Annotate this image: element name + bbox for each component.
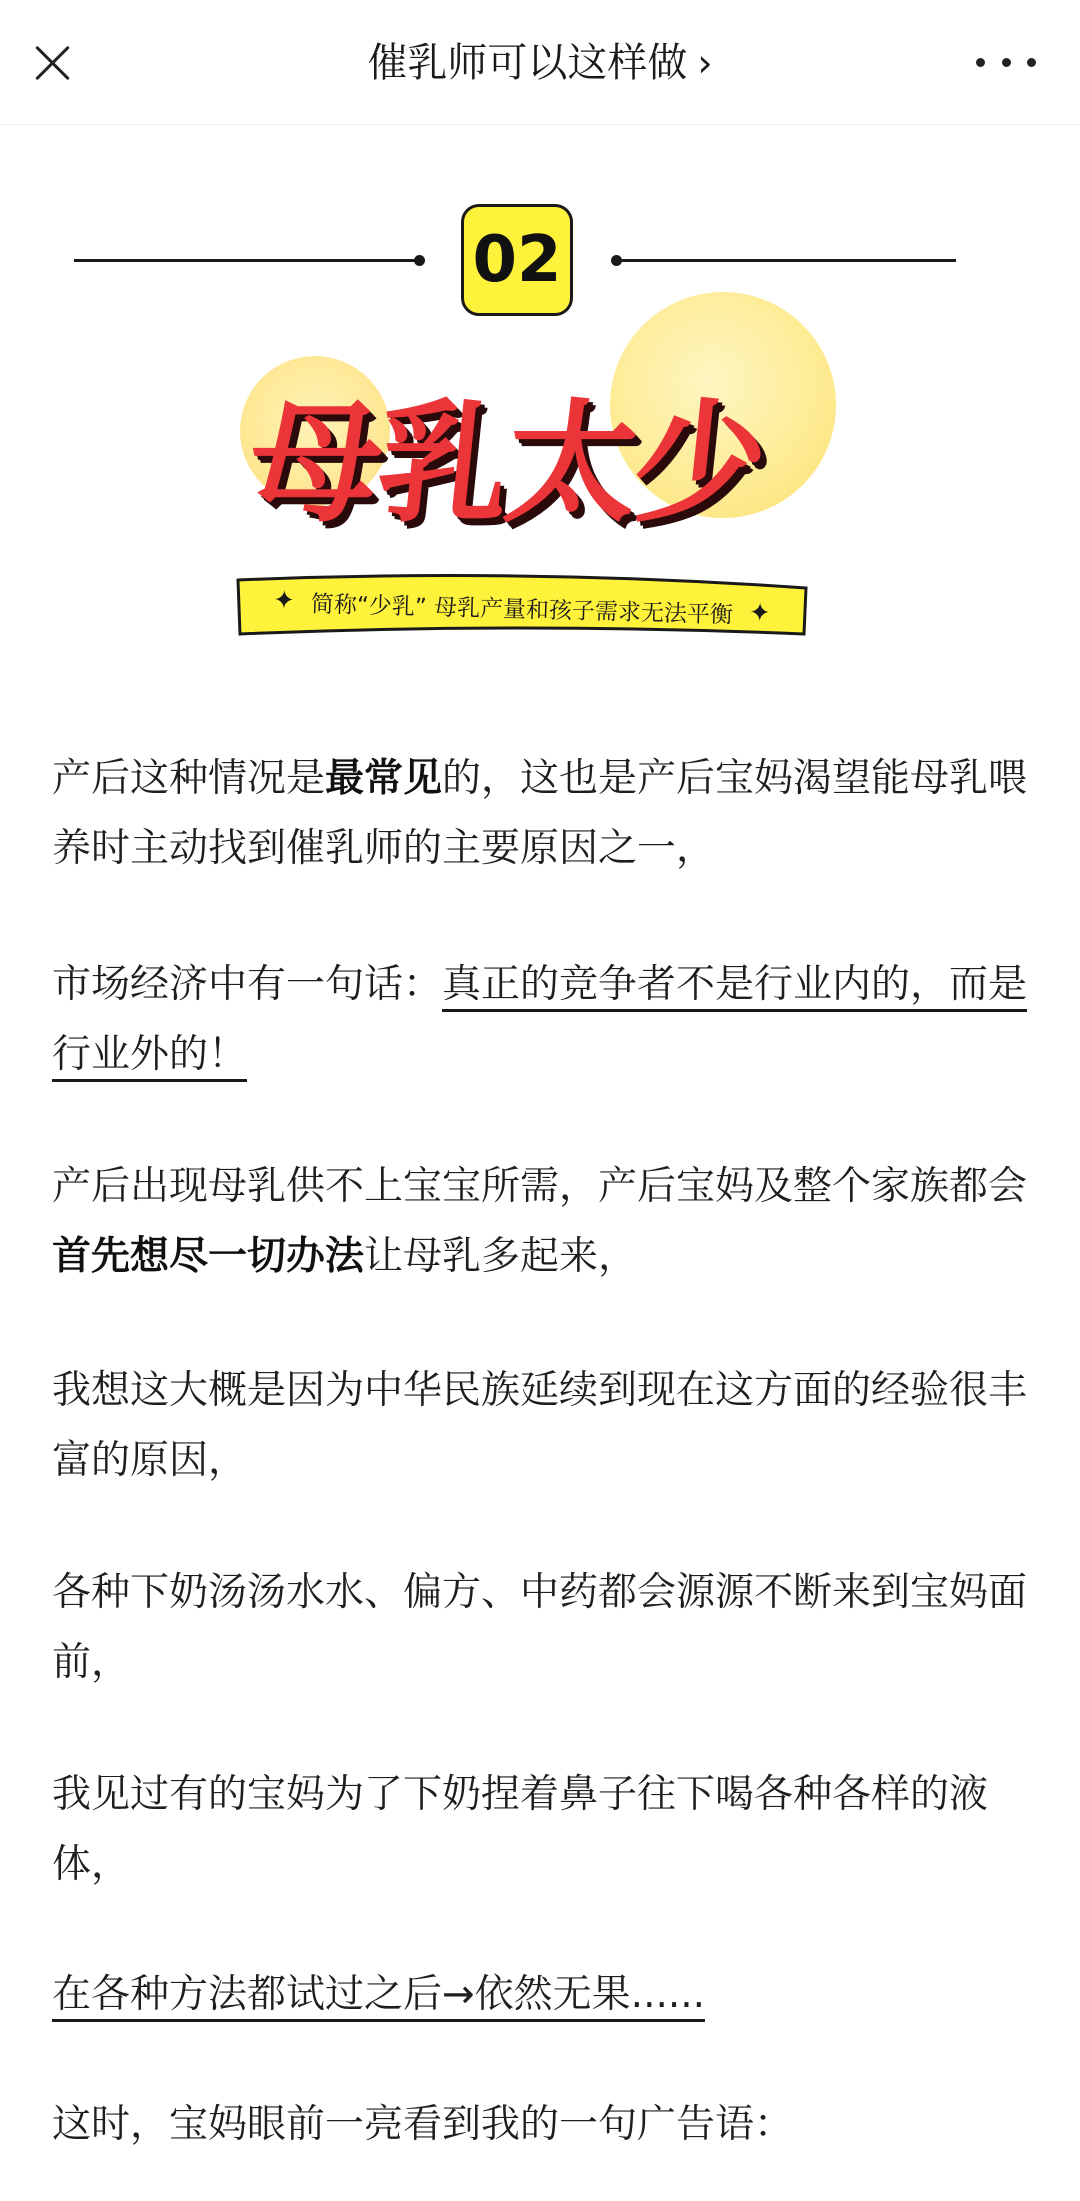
paragraph-1 bbox=[52, 744, 1032, 884]
text-segment: 产后出现母乳供不上宝宝所需，产后宝妈及整个家族都会 bbox=[52, 1164, 1028, 1209]
divider-left bbox=[74, 259, 420, 262]
bold-segment: 最常见 bbox=[325, 756, 443, 801]
divider-right bbox=[614, 259, 956, 262]
text-segment: 产后这种情况是 bbox=[52, 756, 326, 801]
page-title[interactable]: 催乳师可以这样做 bbox=[367, 40, 688, 86]
article-title-link[interactable] bbox=[0, 36, 1080, 90]
paragraph-3 bbox=[52, 1152, 1032, 1292]
paragraph-5: 各种下奶汤汤水水、偏方、中药都会源源不断来到宝妈面前， bbox=[52, 1570, 1028, 1685]
paragraph-8: 这时，宝妈眼前一亮看到我的一句广告语： bbox=[52, 2102, 794, 2147]
underlined-segment: 真正的竞争者不是行业内的，而是行业外的！ bbox=[52, 962, 1027, 1082]
divider-dot-left bbox=[414, 255, 425, 266]
paragraph-2 bbox=[52, 950, 1032, 1090]
bold-segment: 首先想尽一切办法 bbox=[52, 1234, 365, 1279]
top-navigation-bar bbox=[0, 0, 1080, 125]
more-icon[interactable] bbox=[976, 52, 1036, 72]
ribbon-text: 简称“少乳” 母乳产量和孩子需求无法平衡 bbox=[310, 590, 734, 629]
banner-headline: 母乳太少 bbox=[241, 387, 771, 541]
section-number-badge: 02 bbox=[461, 204, 573, 316]
subtitle-ribbon bbox=[232, 572, 812, 642]
paragraph-6: 我见过有的宝妈为了下奶捏着鼻子往下喝各种各样的液体， bbox=[52, 1772, 989, 1887]
sparkle-icon: ✦ bbox=[748, 597, 772, 629]
section-banner bbox=[0, 124, 1080, 684]
paragraph-4: 我想这大概是因为中华民族延续到现在这方面的经验很丰富的原因， bbox=[52, 1368, 1028, 1483]
paragraph-7 bbox=[52, 1960, 1032, 2030]
text-segment: 的，这也是产后宝妈渴望能母乳喂养时主动找到催乳师的主要原因之一， bbox=[52, 756, 1028, 871]
article-body bbox=[52, 744, 1032, 2160]
text-segment: 市场经济中有一句话： bbox=[52, 962, 443, 1007]
text-segment: 让母乳多起来， bbox=[364, 1234, 638, 1279]
underlined-segment: 在各种方法都试过之后→依然无果...... bbox=[52, 1972, 705, 2022]
sparkle-icon: ✦ bbox=[272, 585, 296, 617]
chevron-right-icon: › bbox=[697, 41, 713, 85]
